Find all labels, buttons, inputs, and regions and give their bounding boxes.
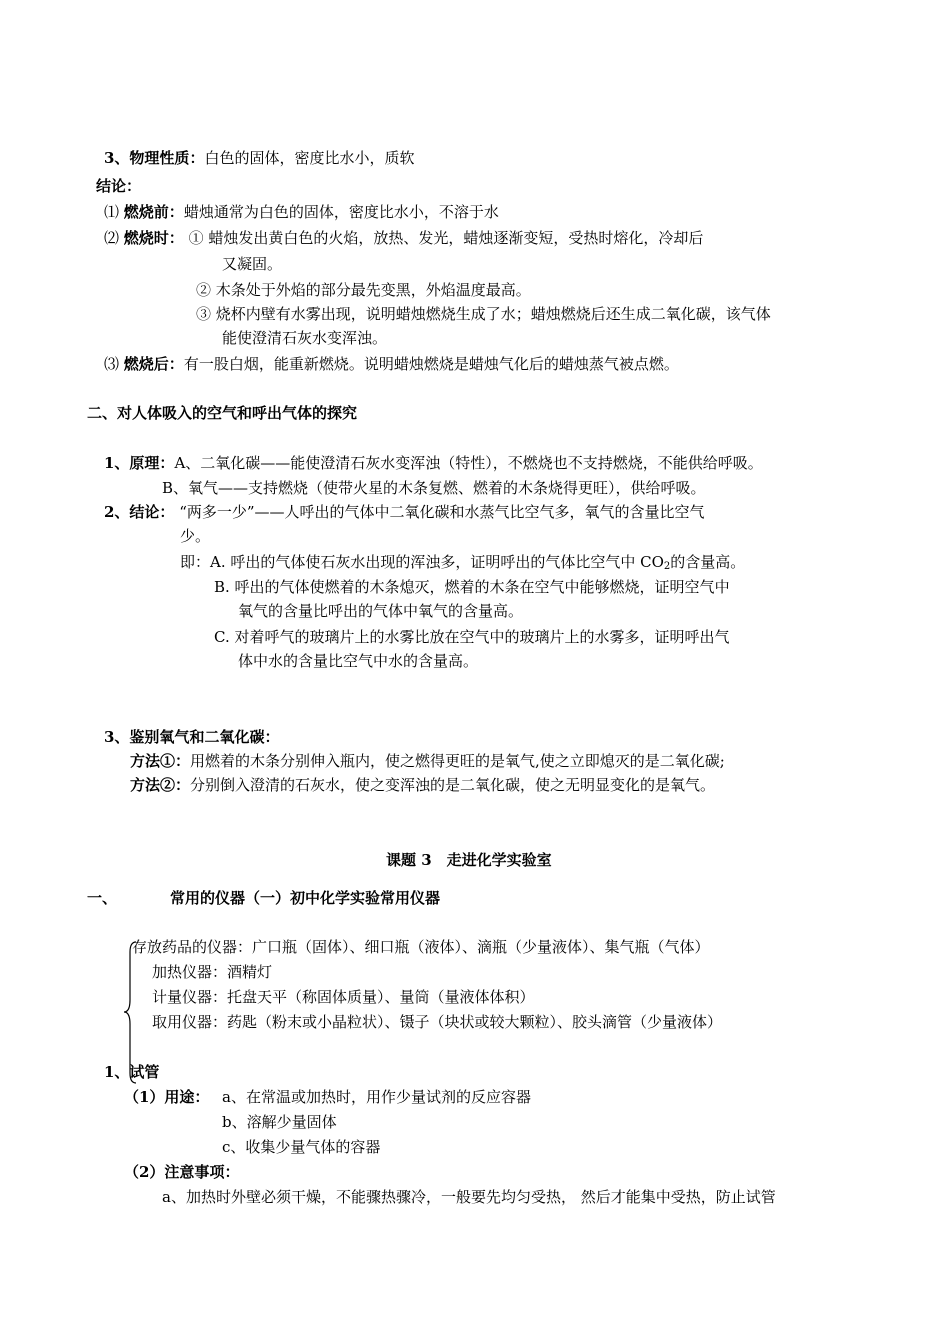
during-item-3-text: 烧杯内壁有水雾出现，说明蜡烛燃烧生成了水；蜡烛燃烧后还生成二氧化碳，该气体 (215, 305, 771, 323)
identify-heading: 3、鉴别氧气和二氧化碳： (104, 728, 280, 746)
conclusion-2-text: “两多一少”——人呼出的气体中二氧化碳和水蒸气比空气多，氧气的含量比空气 (179, 503, 705, 521)
before-burning-line (104, 202, 499, 222)
instrument-category-taking: 取用仪器：药匙（粉末或小晶粒状）、镊子（块状或较大颗粒）、胶头滴管（少量液体） (152, 1013, 723, 1031)
conclusion-item-b: B. 呼出的气体使燃着的木条熄灭，燃着的木条在空气中能够燃烧，证明空气中 (214, 578, 730, 596)
instrument-category-heating: 加热仪器：酒精灯 (152, 963, 273, 981)
test-tube-notes-label: （2）注意事项： (124, 1163, 240, 1181)
after-text: 有一股白烟，能重新燃烧。说明蜡烛燃烧是蜡烛气化后的蜡烛蒸气被点燃。 (183, 355, 679, 373)
principle-a: A、二氧化碳——能使澄清石灰水变浑浊（特性），不燃烧也不支持燃烧，不能供给呼吸。 (174, 454, 763, 472)
instrument-category-storage: 存放药品的仪器：广口瓶（固体）、细口瓶（液体）、滴瓶（少量液体）、集气瓶（气体） (132, 938, 710, 956)
during-item-3-mark: ③ (196, 305, 212, 323)
before-text: 蜡烛通常为白色的固体，密度比水小，不溶于水 (183, 203, 499, 221)
conclusion-item-a-text: 即：A. 呼出的气体使石灰水出现的浑浊多，证明呼出的气体比空气中 CO (180, 553, 664, 571)
test-tube-use-b: b、溶解少量固体 (222, 1113, 337, 1131)
conclusion-2-label: 2、结论： (104, 503, 175, 521)
test-tube-use-label: （1）用途： (124, 1088, 210, 1106)
principle-line-a (104, 453, 763, 473)
after-burning-line (104, 354, 679, 374)
physical-properties-line (104, 148, 414, 168)
test-tube-use-c: c、收集少量气体的容器 (222, 1138, 381, 1156)
conclusion-2-cont: 少。 (180, 527, 211, 545)
test-tube-heading: 1、试管 (104, 1063, 160, 1081)
after-num: ⑶ (104, 355, 120, 373)
method-2-line (130, 775, 715, 795)
section-2-heading: 二、对人体吸入的空气和呼出气体的探究 (87, 404, 358, 422)
co2-subscript: 2 (663, 561, 671, 572)
during-num: ⑵ (104, 229, 120, 247)
conclusion-item-b-cont: 氧气的含量比呼出的气体中氧气的含量高。 (238, 602, 524, 620)
lesson-3-section-1-title: 常用的仪器（一）初中化学实验常用仪器 (170, 889, 441, 907)
after-label: 燃烧后： (123, 355, 184, 373)
method-1-text: 用燃着的木条分别伸入瓶内，使之燃得更旺的是氧气,使之立即熄灭的是二氧化碳; (190, 752, 725, 770)
conclusion-item-a (180, 552, 745, 577)
conclusion-item-c: C. 对着呼气的玻璃片上的水雾比放在空气中的玻璃片上的水雾多，证明呼出气 (214, 628, 730, 646)
during-item-2-mark: ② (196, 281, 212, 299)
before-num: ⑴ (104, 203, 120, 221)
during-burning-line (104, 228, 703, 248)
before-label: 燃烧前： (123, 203, 184, 221)
method-2-text: 分别倒入澄清的石灰水，使之变浑浊的是二氧化碳，使之无明显变化的是氧气。 (190, 776, 716, 794)
test-tube-note-a: a、加热时外壁必须干燥，不能骤热骤冷，一般要先均匀受热， 然后才能集中受热，防止试管 (162, 1188, 776, 1206)
during-item-1-mark: ① (188, 229, 204, 247)
during-item-1-text: 蜡烛发出黄白色的火焰，放热、发光，蜡烛逐渐变短，受热时熔化，冷却后 (208, 229, 704, 247)
conclusion-item-c-cont: 体中水的含量比空气中水的含量高。 (238, 652, 479, 670)
instrument-category-measuring: 计量仪器：托盘天平（称固体质量）、量筒（量液体体积） (152, 988, 535, 1006)
during-item-3-cont: 能使澄清石灰水变浑浊。 (222, 329, 388, 347)
during-item-1-cont: 又凝固。 (222, 255, 283, 273)
during-item-2-text: 木条处于外焰的部分最先变黑，外焰温度最高。 (215, 281, 531, 299)
principle-label: 1、原理： (104, 454, 175, 472)
physical-properties-text: 白色的固体，密度比水小，质软 (204, 149, 415, 167)
conclusion-2-line (104, 502, 705, 522)
during-item-3 (196, 304, 771, 324)
during-item-2 (196, 280, 531, 300)
test-tube-use-a: a、在常温或加热时，用作少量试剂的反应容器 (222, 1088, 531, 1106)
physical-properties-label: 3、物理性质： (104, 149, 205, 167)
method-1-line (130, 751, 725, 771)
lesson-3-section-1-num: 一、 (87, 889, 118, 907)
conclusion-heading: 结论： (96, 177, 142, 195)
during-label: 燃烧时： (123, 229, 184, 247)
method-1-label: 方法①： (130, 752, 191, 770)
principle-b: B、氧气——支持燃烧（使带火星的木条复燃、燃着的木条烧得更旺），供给呼吸。 (162, 479, 706, 497)
lesson-3-title: 课题 3 走进化学实验室 (386, 851, 552, 869)
conclusion-item-a-suffix: 的含量高。 (670, 553, 746, 571)
method-2-label: 方法②： (130, 776, 191, 794)
test-tube-use-line (124, 1087, 209, 1107)
